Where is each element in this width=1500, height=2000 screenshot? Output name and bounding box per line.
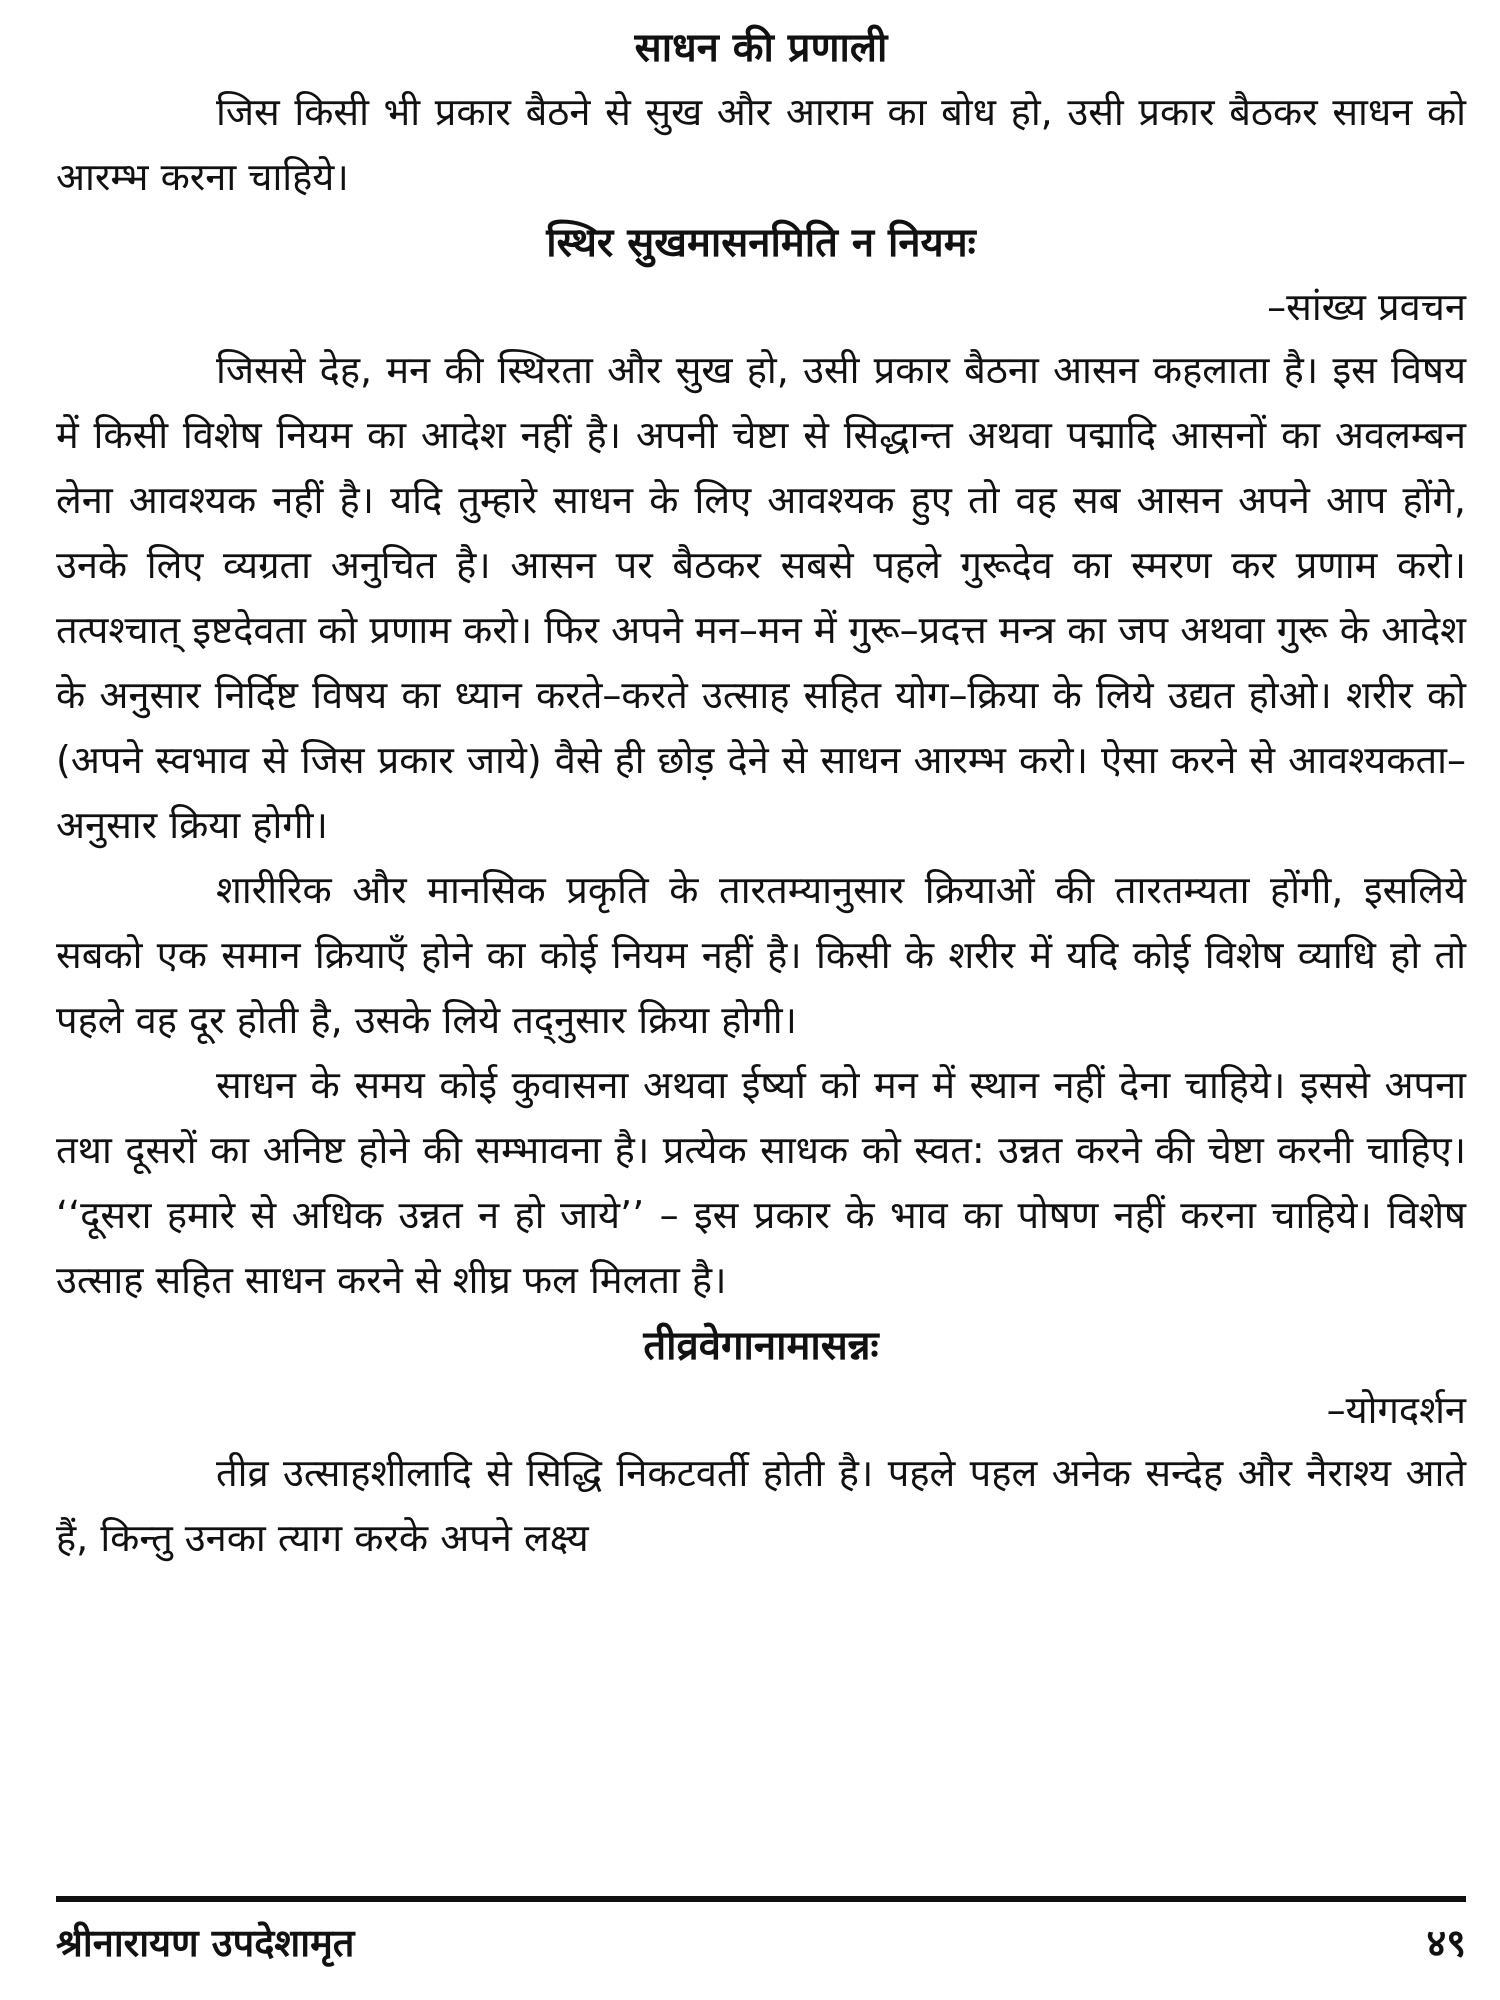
page-number: ४९	[1426, 1921, 1466, 1965]
document-page	[56, 16, 1466, 1984]
paragraph-1: जिस किसी भी प्रकार बैठने से सुख और आराम का बोध हो, उसी प्रकार बैठकर साधन को आरम्भ करना चाहिये।	[56, 90, 1466, 199]
paragraph-5: तीव्र उत्साहशीलादि से सिद्धि निकटवर्ती होती है। पहले पहल अनेक सन्देह और नैराश्य आते हैं, किन्तु उनका त्याग करके अपने लक्ष्य	[56, 1451, 1466, 1560]
book-title: श्रीनारायण उपदेशामृत	[56, 1921, 355, 1965]
verse-1: स्थिर सुखमासनमिति न नियमः	[546, 220, 976, 266]
footer-rule	[56, 1896, 1466, 1902]
verse-1-source: –सांख्य प्रवचन	[1267, 285, 1466, 329]
verse-2: तीव्रवेगानामासन्नः	[643, 1323, 879, 1369]
verse-2-source: –योगदर्शन	[1326, 1388, 1466, 1432]
paragraph-3: शारीरिक और मानसिक प्रकृति के तारतम्यानुसार क्रियाओं की तारतम्यता होंगी, इसलिये सबको एक समान क्रियाएँ होने का कोई नियम नहीं है। किसी के शरीर में यदि कोई विशेष व्याधि हो तो पहले वह दूर होती है, उसके लिये तद्नुसार क्रिया होगी।	[56, 868, 1466, 1042]
page-title: साधन की प्रणाली	[634, 25, 888, 71]
paragraph-2: जिससे देह, मन की स्थिरता और सुख हो, उसी प्रकार बैठना आसन कहलाता है। इस विषय में किसी विशेष नियम का आदेश नहीं है। अपनी चेष्टा से सिद्धान्त अथवा पद्मादि आसनों का अवलम्बन लेना आवश्यक नहीं है। यदि तुम्हारे साधन के लिए आवश्यक हुए तो वह सब आसन अपने आप होंगे, उनके लिए व्यग्रता अनुचित है। आसन पर बैठकर सबसे पहले गुरूदेव का स्मरण कर प्रणाम करो। तत्पश्चात् इष्टदेवता को प्रणाम करो। फिर अपने मन–मन में गुरू–प्रदत्त मन्त्र का जप अथवा गुरू के आदेश के अनुसार निर्दिष्ट विषय का ध्यान करते–करते उत्साह सहित योग–क्रिया के लिये उद्यत होओ। शरीर को (अपने स्वभाव से जिस प्रकार जाये) वैसे ही छोड़ देने से साधन आरम्भ करो। ऐसा करने से आवश्यकता–अनुसार क्रिया होगी।	[56, 348, 1466, 847]
page-footer	[56, 1912, 1466, 1972]
paragraph-4: साधन के समय कोई कुवासना अथवा ईर्ष्या को मन में स्थान नहीं देना चाहिये। इससे अपना तथा दूसरों का अनिष्ट होने की सम्भावना है। प्रत्येक साधक को स्वत: उन्नत करने की चेष्टा करनी चाहिए। ‘‘दूसरा हमारे से अधिक उन्नत न हो जाये’’ – इस प्रकार के भाव का पोषण नहीं करना चाहिये। विशेष उत्साह सहित साधन करने से शीघ्र फल मिलता है।	[56, 1063, 1466, 1302]
